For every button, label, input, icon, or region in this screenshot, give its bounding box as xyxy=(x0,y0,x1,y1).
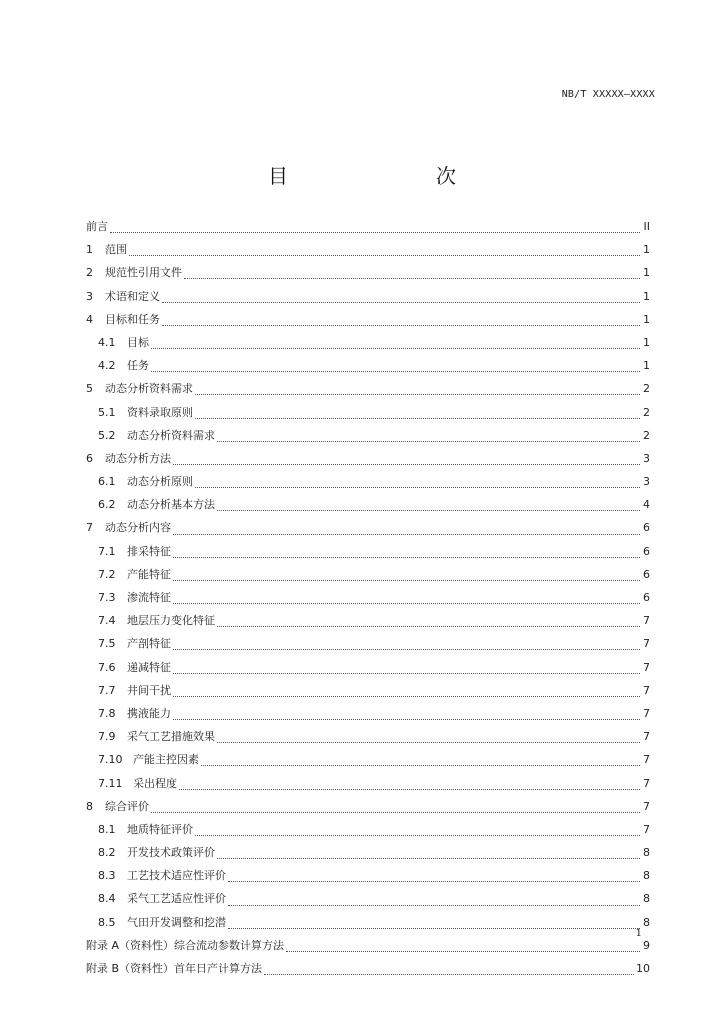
toc-entry[interactable] xyxy=(86,818,650,841)
toc-entry-label: 井间干扰 xyxy=(127,683,171,697)
toc-entry-label: 采出程度 xyxy=(133,776,177,790)
toc-entry-label: 附录 A（资料性）综合流动参数计算方法 xyxy=(86,938,285,952)
toc-entry-label: 动态分析资料需求 xyxy=(105,382,193,396)
toc-entry-number: 7.8 xyxy=(98,706,116,720)
toc-leader-dots xyxy=(286,945,640,952)
toc-leader-dots xyxy=(173,458,640,465)
toc-entry-page: 2 xyxy=(643,405,650,419)
toc-entry-page: 7 xyxy=(643,683,650,697)
toc-entry-page: 6 xyxy=(643,544,650,558)
toc-leader-dots xyxy=(195,412,640,419)
toc-entry[interactable] xyxy=(86,679,650,702)
toc-entry-number: 7.5 xyxy=(98,637,116,651)
toc-entry-label: 采气工艺适应性评价 xyxy=(127,892,226,906)
toc-entry-label: 排采特征 xyxy=(127,544,171,558)
toc-entry-number: 6 xyxy=(86,451,93,465)
toc-leader-dots xyxy=(162,296,640,303)
toc-entry[interactable] xyxy=(86,238,650,261)
toc-entry-page: 7 xyxy=(643,637,650,651)
toc-leader-dots xyxy=(195,829,640,836)
toc-leader-dots xyxy=(217,504,640,511)
toc-entry-label: 递减特征 xyxy=(127,660,171,674)
page-title: 目 次 xyxy=(268,164,492,188)
toc-entry[interactable] xyxy=(86,656,650,679)
toc-entry-label: 地质特征评价 xyxy=(127,822,193,836)
toc-leader-dots xyxy=(110,226,640,233)
toc-entry-label: 动态分析方法 xyxy=(105,451,171,465)
toc-leader-dots xyxy=(173,713,640,720)
toc-entry-number: 8.5 xyxy=(98,915,116,929)
toc-entry[interactable] xyxy=(86,377,650,400)
toc-entry[interactable] xyxy=(86,493,650,516)
toc-entry-number: 2 xyxy=(86,266,93,280)
toc-leader-dots xyxy=(173,528,640,535)
toc-entry-label: 气田开发调整和挖潜 xyxy=(127,915,226,929)
toc-entry[interactable] xyxy=(86,748,650,771)
toc-entry-number: 4 xyxy=(86,312,93,326)
toc-leader-dots xyxy=(264,968,634,975)
toc-entry-page: 7 xyxy=(643,822,650,836)
toc-entry-page: 7 xyxy=(643,799,650,813)
toc-entry[interactable] xyxy=(86,563,650,586)
toc-entry[interactable] xyxy=(86,957,650,980)
toc-entry-label: 工艺技术适应性评价 xyxy=(127,869,226,883)
toc-leader-dots xyxy=(217,620,640,627)
toc-entry[interactable] xyxy=(86,887,650,910)
toc-entry-page: 3 xyxy=(643,475,650,489)
toc-entry-label: 采气工艺措施效果 xyxy=(127,730,215,744)
toc-entry[interactable] xyxy=(86,354,650,377)
toc-entry[interactable] xyxy=(86,609,650,632)
header-doc-code: NB/T XXXXX—XXXX xyxy=(561,89,655,100)
toc-entry-label: 任务 xyxy=(127,359,149,373)
toc-leader-dots xyxy=(173,667,640,674)
toc-entry-page: II xyxy=(643,220,650,233)
toc-entry-number: 7.2 xyxy=(98,567,116,581)
toc-leader-dots xyxy=(173,574,640,581)
toc-entry[interactable] xyxy=(86,702,650,725)
toc-entry-page: 7 xyxy=(643,776,650,790)
toc-entry-number: 6.1 xyxy=(98,475,116,489)
toc-entry-number: 4.2 xyxy=(98,359,116,373)
toc-entry-page: 7 xyxy=(643,660,650,674)
toc-entry-label: 附录 B（资料性）首年日产计算方法 xyxy=(86,962,263,975)
toc-entry-page: 1 xyxy=(643,266,650,280)
toc-entry-label: 规范性引用文件 xyxy=(105,266,182,280)
toc-leader-dots xyxy=(195,481,640,488)
toc-entry-page: 7 xyxy=(643,753,650,767)
toc-entry-number: 5.1 xyxy=(98,405,116,419)
toc-entry-number: 7.10 xyxy=(98,753,123,767)
toc-entry[interactable] xyxy=(86,864,650,887)
toc-entry-number: 7.3 xyxy=(98,591,116,604)
toc-entry-number: 7.6 xyxy=(98,660,116,674)
toc-entry-page: 7 xyxy=(643,730,650,744)
toc-entry[interactable] xyxy=(86,586,650,609)
toc-entry-number: 7.4 xyxy=(98,614,116,628)
toc-entry-label: 地层压力变化特征 xyxy=(127,614,215,628)
toc-entry-number: 8.1 xyxy=(98,822,116,836)
toc-entry-page: 1 xyxy=(643,289,650,303)
toc-entry[interactable] xyxy=(86,331,650,354)
toc-entry-page: 10 xyxy=(636,962,650,975)
toc-entry-page: 8 xyxy=(643,915,650,929)
toc-entry-number: 7.1 xyxy=(98,544,116,558)
toc-leader-dots xyxy=(173,643,640,650)
footer-page-number: 1 xyxy=(635,928,642,939)
toc-entry-label: 术语和定义 xyxy=(105,289,160,303)
toc-entry[interactable] xyxy=(86,447,650,470)
toc-entry-page: 2 xyxy=(643,428,650,442)
toc-entry-number: 7.9 xyxy=(98,730,116,744)
toc-entry-page: 1 xyxy=(643,335,650,349)
toc-entry-number: 8 xyxy=(86,799,93,813)
toc-entry[interactable] xyxy=(86,424,650,447)
toc-entry-page: 8 xyxy=(643,892,650,906)
toc-leader-dots xyxy=(173,690,640,697)
toc-leader-dots xyxy=(195,388,640,395)
toc-entry-number: 6.2 xyxy=(98,498,116,512)
toc-leader-dots xyxy=(228,899,640,906)
toc-entry-label: 动态分析资料需求 xyxy=(127,428,215,442)
toc-leader-dots xyxy=(201,759,640,766)
toc-entry[interactable] xyxy=(86,308,650,331)
toc-leader-dots xyxy=(173,597,640,604)
table-of-contents xyxy=(86,215,650,980)
toc-entry-label: 前言 xyxy=(86,220,108,233)
toc-entry-label: 产剖特征 xyxy=(127,637,171,651)
toc-entry[interactable] xyxy=(86,795,650,818)
toc-entry-page: 6 xyxy=(643,521,650,535)
toc-entry[interactable] xyxy=(86,772,650,795)
toc-entry[interactable] xyxy=(86,632,650,655)
toc-leader-dots xyxy=(217,852,640,859)
toc-entry-page: 6 xyxy=(643,591,650,604)
toc-entry-label: 动态分析内容 xyxy=(105,521,171,535)
toc-entry-page: 8 xyxy=(643,846,650,860)
toc-entry-label: 渗流特征 xyxy=(127,591,171,604)
toc-entry-number: 7.11 xyxy=(98,776,123,790)
toc-leader-dots xyxy=(184,272,640,279)
toc-entry-label: 产能主控因素 xyxy=(133,753,199,767)
toc-leader-dots xyxy=(228,922,640,929)
toc-entry[interactable] xyxy=(86,215,650,238)
toc-entry[interactable] xyxy=(86,911,650,934)
toc-entry-page: 3 xyxy=(643,451,650,465)
toc-entry-number: 3 xyxy=(86,289,93,303)
toc-entry-number: 7 xyxy=(86,521,93,535)
toc-entry-number: 5 xyxy=(86,382,93,396)
toc-entry-page: 1 xyxy=(643,359,650,373)
toc-leader-dots xyxy=(162,319,640,326)
toc-entry[interactable] xyxy=(86,841,650,864)
toc-entry-label: 资料录取原则 xyxy=(127,405,193,419)
toc-entry-label: 综合评价 xyxy=(105,799,149,813)
toc-leader-dots xyxy=(129,249,640,256)
toc-entry[interactable] xyxy=(86,285,650,308)
toc-entry-page: 6 xyxy=(643,567,650,581)
toc-entry-label: 携液能力 xyxy=(127,706,171,720)
toc-leader-dots xyxy=(173,551,640,558)
toc-entry-page: 7 xyxy=(643,706,650,720)
toc-entry-number: 1 xyxy=(86,243,93,257)
toc-entry-number: 7.7 xyxy=(98,683,116,697)
toc-entry[interactable] xyxy=(86,725,650,748)
toc-entry-label: 动态分析原则 xyxy=(127,475,193,489)
toc-entry-page: 4 xyxy=(643,498,650,512)
toc-entry-number: 8.2 xyxy=(98,846,116,860)
toc-entry-label: 目标 xyxy=(127,335,149,349)
toc-entry-number: 5.2 xyxy=(98,428,116,442)
toc-entry-page: 9 xyxy=(643,938,650,952)
toc-entry-number: 8.4 xyxy=(98,892,116,906)
toc-entry-label: 动态分析基本方法 xyxy=(127,498,215,512)
toc-entry-page: 2 xyxy=(643,382,650,396)
toc-entry[interactable] xyxy=(86,516,650,539)
toc-entry[interactable] xyxy=(86,934,650,957)
toc-entry-page: 7 xyxy=(643,614,650,628)
toc-entry[interactable] xyxy=(86,401,650,424)
toc-leader-dots xyxy=(179,783,640,790)
toc-leader-dots xyxy=(151,342,640,349)
toc-leader-dots xyxy=(228,875,640,882)
toc-entry[interactable] xyxy=(86,261,650,284)
toc-entry-page: 8 xyxy=(643,869,650,883)
toc-entry-number: 8.3 xyxy=(98,869,116,883)
toc-entry-label: 目标和任务 xyxy=(105,312,160,326)
toc-entry-label: 开发技术政策评价 xyxy=(127,846,215,860)
toc-entry-label: 范围 xyxy=(105,243,127,257)
toc-entry[interactable] xyxy=(86,470,650,493)
toc-entry-page: 1 xyxy=(643,243,650,257)
toc-entry[interactable] xyxy=(86,540,650,563)
toc-entry-number: 4.1 xyxy=(98,335,116,349)
toc-leader-dots xyxy=(217,736,640,743)
toc-leader-dots xyxy=(217,435,640,442)
toc-leader-dots xyxy=(151,365,640,372)
toc-leader-dots xyxy=(151,806,640,813)
toc-entry-label: 产能特征 xyxy=(127,567,171,581)
toc-entry-page: 1 xyxy=(643,312,650,326)
